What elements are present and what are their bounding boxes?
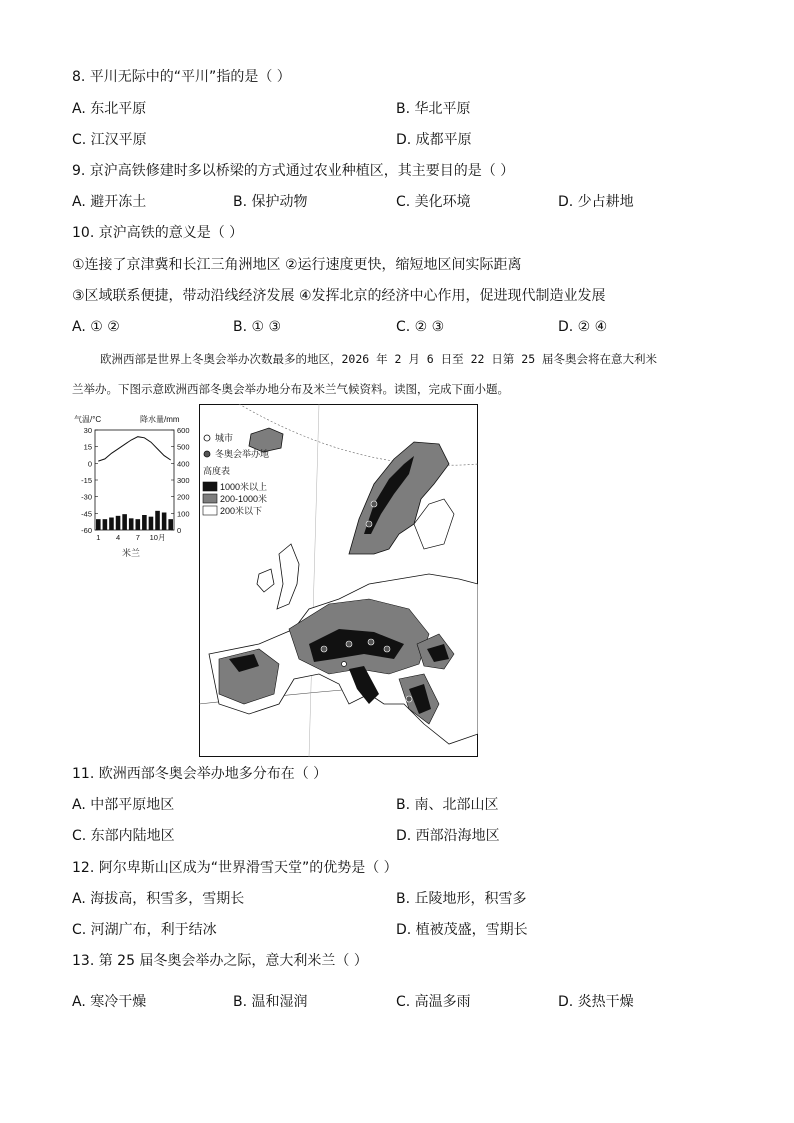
city-marker [342,662,347,667]
city-symbol-icon [204,435,210,441]
temp-tick-label: 0 [87,459,92,469]
legend-height-mid: 200-1000米 [220,494,268,504]
precip-bar [103,519,108,530]
question-8-option-d: D. 成都平原 [396,132,472,148]
legend-venue: 冬奥会举办地 [215,449,270,459]
precip-bar [116,516,121,530]
question-10-option-a: A. ① ② [72,319,120,335]
precip-bar [162,513,167,531]
month-tick-label: 4 [115,533,121,542]
question-12-option-b: B. 丘陵地形，积雪多 [396,891,527,907]
venue-marker [371,501,377,507]
temp-tick-label: -60 [81,526,92,535]
question-11-option-a: A. 中部平原地区 [72,797,175,813]
precip-tick-label: 0 [177,526,182,535]
question-8-option-b: B. 华北平原 [396,101,471,117]
month-tick-label: 1 [96,533,101,542]
question-11-option-b: B. 南、北部山区 [396,797,499,813]
precip-bar [122,514,127,530]
milan-climate-chart [70,410,198,570]
legend-city: 城市 [215,433,234,443]
venue-symbol-icon [204,451,210,457]
precip-bar [109,518,114,531]
month-tick-label: 10月 [149,533,166,542]
question-13-stem: 13. 第 25 届冬奥会举办之际，意大利米兰（ ） [72,953,368,969]
question-12-option-d: D. 植被茂盛，雪期长 [396,922,528,938]
venue-marker [321,646,327,652]
precip-bar [136,519,141,530]
temp-tick-label: 30 [83,426,92,435]
precip-bar [96,519,101,530]
height-swatch-low [203,506,217,515]
legend-height-title: 高度表 [203,466,231,476]
intro-line-1: 欧洲西部是世界上冬奥会举办次数最多的地区，2026 年 2 月 6 日至 22 日第 25 届冬奥会将在意大利米 [100,352,658,366]
temperature-curve [98,437,170,461]
venue-marker [366,521,372,527]
question-12-option-a: A. 海拔高，积雪多，雪期长 [72,891,245,907]
venue-marker [406,696,412,702]
temp-tick-label: -45 [81,509,92,519]
venue-marker [384,646,390,652]
precip-tick-label: 600 [177,426,190,435]
precip-bar [142,515,147,530]
question-11-option-c: C. 东部内陆地区 [72,828,175,844]
question-9-option-a: A. 避开冻土 [72,194,147,210]
temp-tick-label: 15 [83,442,92,452]
question-9-option-d: D. 少占耕地 [558,194,634,210]
city-label: 米兰 [122,548,141,558]
question-10-option-d: D. ② ④ [558,319,608,335]
height-swatch-mid [203,494,217,503]
precip-bar [168,519,173,530]
question-8-stem: 8. 平川无际中的“平川”指的是（ ） [72,69,291,85]
temp-axis-label: 气温/°C [74,415,102,424]
question-13-option-b: B. 温和湿润 [233,994,308,1010]
precip-tick-label: 400 [177,459,190,469]
precip-axis-label: 降水量/mm [140,415,180,424]
intro-line-2: 兰举办。下图示意欧洲西部冬奥会举办地分布及米兰气候资料。读图，完成下面小题。 [72,382,509,396]
question-10-statement-1: ①连接了京津冀和长江三角洲地区 ②运行速度更快，缩短地区间实际距离 [72,257,522,273]
question-10-statement-2: ③区域联系便捷，带动沿线经济发展 ④发挥北京的经济中心作用，促进现代制造业发展 [72,288,606,304]
temp-tick-label: -15 [81,476,92,485]
question-9-stem: 9. 京沪高铁修建时多以桥梁的方式通过农业种植区，其主要目的是（ ） [72,163,515,179]
venue-marker [346,641,352,647]
question-13-option-c: C. 高温多雨 [396,994,471,1010]
precip-tick-label: 300 [177,476,190,485]
question-11-stem: 11. 欧洲西部冬奥会举办地多分布在（ ） [72,766,328,782]
legend-height-low: 200米以下 [220,506,263,516]
question-13-option-a: A. 寒冷干燥 [72,994,147,1010]
temp-tick-label: -30 [81,492,92,502]
month-tick-label: 7 [135,533,140,542]
question-8-option-c: C. 江汉平原 [72,132,147,148]
precip-tick-label: 200 [177,492,190,502]
legend-height-high: 1000米以上 [220,482,268,492]
question-8-option-a: A. 东北平原 [72,101,147,117]
question-11-option-d: D. 西部沿海地区 [396,828,500,844]
question-9-option-c: C. 美化环境 [396,194,471,210]
question-10-stem: 10. 京沪高铁的意义是（ ） [72,225,244,241]
precip-bar [129,518,134,530]
height-swatch-high [203,482,217,491]
venue-marker [368,639,374,645]
question-10-option-b: B. ① ③ [233,319,282,335]
precip-tick-label: 500 [177,442,190,452]
question-13-option-d: D. 炎热干燥 [558,994,634,1010]
question-12-option-c: C. 河湖广布，利于结冰 [72,922,217,938]
question-12-stem: 12. 阿尔卑斯山区成为“世界滑雪天堂”的优势是（ ） [72,860,398,876]
precip-tick-label: 100 [177,509,190,519]
europe-map [199,404,478,757]
question-9-option-b: B. 保护动物 [233,194,308,210]
precip-bar [149,517,154,530]
precip-bar [155,511,160,530]
question-10-option-c: C. ② ③ [396,319,445,335]
